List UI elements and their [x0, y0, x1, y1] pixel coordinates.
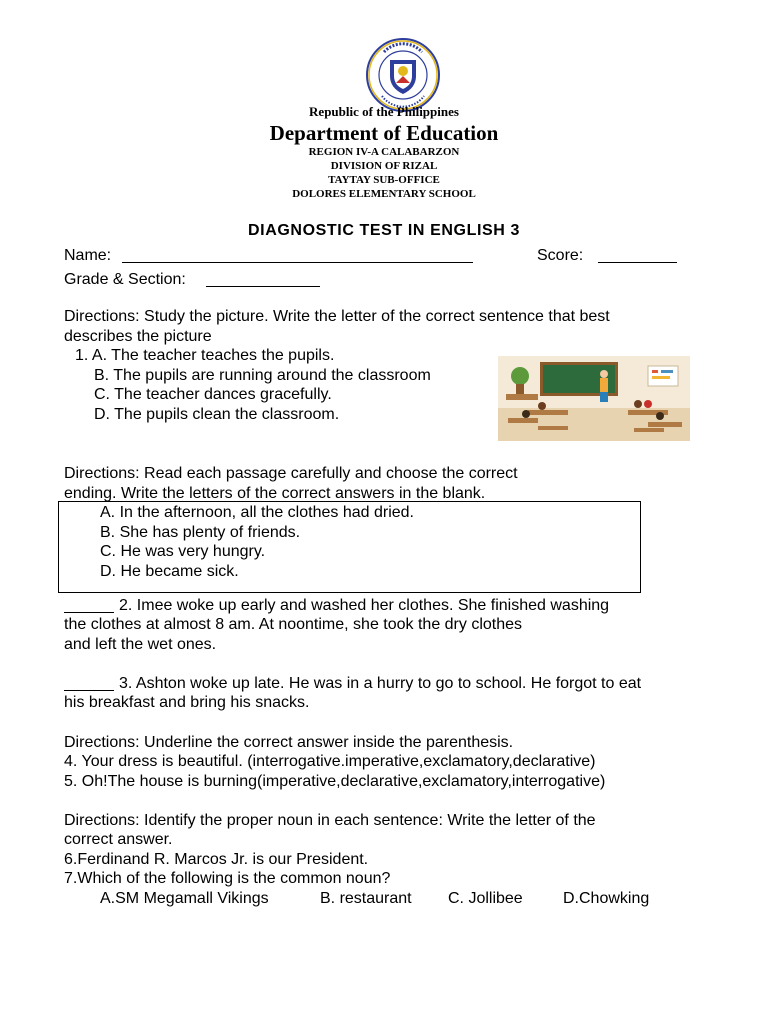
q1-choice-b: B. The pupils are running around the classroom: [94, 367, 431, 384]
header-suboffice: TAYTAY SUB-OFFICE: [328, 174, 440, 186]
directions-1-line1: Directions: Study the picture. Write the letter of the correct sentence that best: [64, 308, 610, 325]
q7: 7.Which of the following is the common noun?: [64, 870, 391, 887]
q4: 4. Your dress is beautiful. (interrogative.imperative,exclamatory,declarative): [64, 753, 596, 770]
test-title: DIAGNOSTIC TEST IN ENGLISH 3: [248, 222, 520, 239]
grade-section-label: Grade & Section:: [64, 271, 186, 288]
q1-choice-c: C. The teacher dances gracefully.: [94, 386, 332, 403]
q5: 5. Oh!The house is burning(imperative,declarative,exclamatory,interrogative): [64, 773, 606, 790]
choice-d: D. He became sick.: [100, 563, 239, 580]
q3-line1: 3. Ashton woke up late. He was in a hurry to go to school. He forgot to eat: [119, 675, 642, 692]
q3-line2: his breakfast and bring his snacks.: [64, 694, 310, 711]
classroom-illustration: [498, 356, 690, 441]
header-region: REGION IV-A CALABARZON: [308, 146, 460, 158]
directions-4-line1: Directions: Identify the proper noun in each sentence: Write the letter of the: [64, 812, 596, 829]
q2-answer-blank[interactable]: [64, 596, 114, 613]
choice-a: A. In the afternoon, all the clothes had dried.: [100, 504, 414, 521]
directions-3: Directions: Underline the correct answer inside the parenthesis.: [64, 734, 514, 751]
directions-2-line2: ending. Write the letters of the correct answers in the blank.: [64, 485, 486, 502]
grade-section-blank[interactable]: [206, 270, 320, 287]
q6: 6.Ferdinand R. Marcos Jr. is our President.: [64, 851, 369, 868]
header-republic: Republic of the Philippines: [309, 104, 459, 119]
name-label: Name:: [64, 247, 112, 264]
q7-option-c: C. Jollibee: [448, 890, 523, 907]
q7-option-b: B. restaurant: [320, 890, 412, 907]
header-department: Department of Education: [269, 121, 499, 145]
q1-choice-a: 1. A. The teacher teaches the pupils.: [75, 347, 335, 364]
q2-line1: 2. Imee woke up early and washed her clothes. She finished washing: [119, 597, 610, 614]
q7-option-d: D.Chowking: [563, 890, 650, 907]
q2-line3: and left the wet ones.: [64, 636, 217, 653]
score-label: Score:: [537, 247, 584, 264]
directions-4-line2: correct answer.: [64, 831, 173, 848]
deped-seal-icon: [366, 38, 440, 112]
q1-choice-d: D. The pupils clean the classroom.: [94, 406, 340, 423]
choice-c: C. He was very hungry.: [100, 543, 266, 560]
q7-option-a: A.SM Megamall Vikings: [100, 890, 269, 907]
directions-1-line2: describes the picture: [64, 328, 212, 345]
directions-2-line1: Directions: Read each passage carefully and choose the correct: [64, 465, 518, 482]
score-blank[interactable]: [598, 246, 677, 263]
header-school: DOLORES ELEMENTARY SCHOOL: [292, 188, 476, 200]
choice-b: B. She has plenty of friends.: [100, 524, 301, 541]
name-blank[interactable]: [122, 246, 473, 263]
q3-answer-blank[interactable]: [64, 674, 114, 691]
header-division: DIVISION OF RIZAL: [330, 160, 438, 172]
q2-line2: the clothes at almost 8 am. At noontime, she took the dry clothes: [64, 616, 523, 633]
